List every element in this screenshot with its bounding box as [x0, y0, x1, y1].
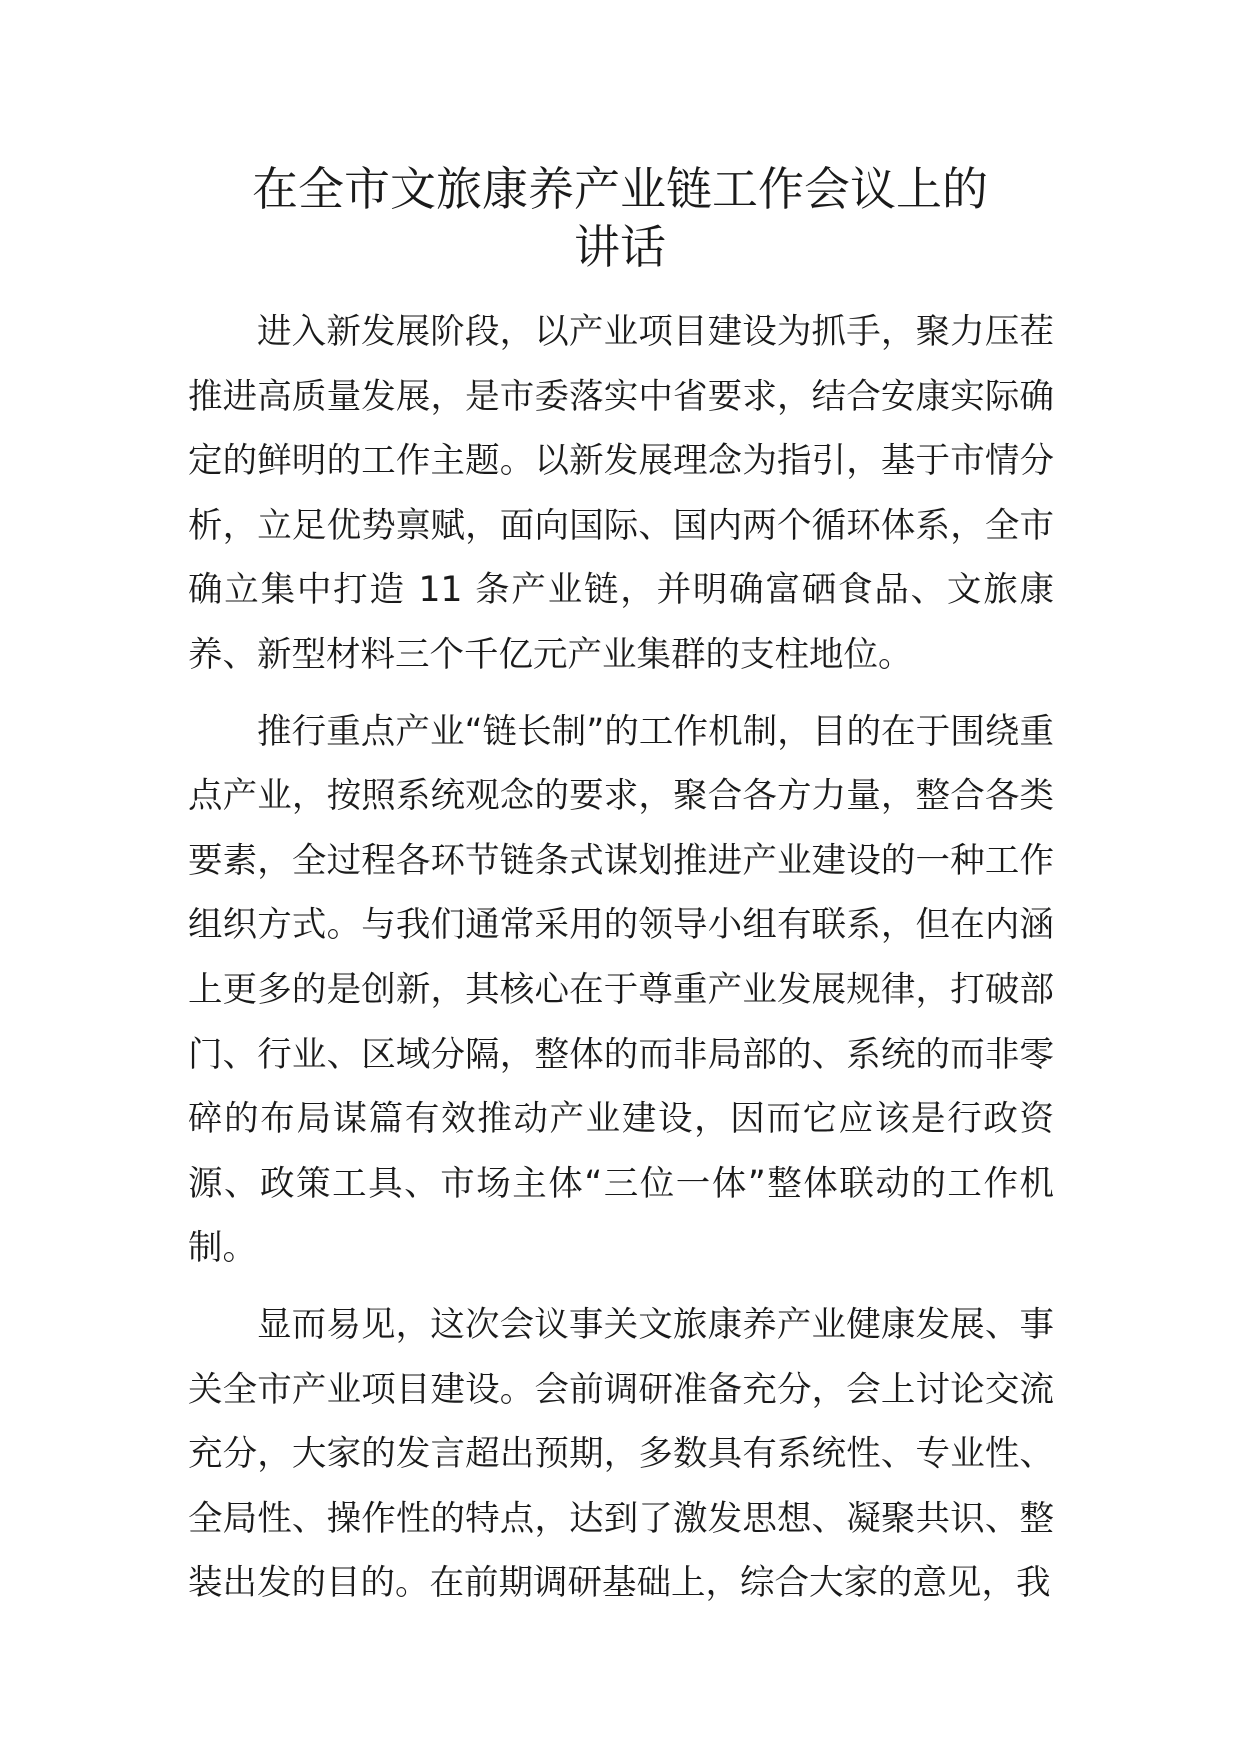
document-body	[188, 300, 1054, 1628]
document-title-line-2: 讲话	[574, 220, 666, 274]
paragraph-1: 进入新发展阶段，以产业项目建设为抓手，聚力压茬推进高质量发展，是市委落实中省要求，结合安康实际确定的鲜明的工作主题。以新发展理念为指引，基于市情分析，立足优势禀赋，面向国际、国内两个循环体系，全市确立集中打造 11 条产业链，并明确富硒食品、文旅康养、新型材料三个千亿元产业集群的支柱地位。	[188, 312, 1054, 675]
paragraph-2: 推行重点产业“链长制”的工作机制，目的在于围绕重点产业，按照系统观念的要求，聚合各方力量，整合各类要素，全过程各环节链条式谋划推进产业建设的一种工作组织方式。与我们通常采用的领导小组有联系，但在内涵上更多的是创新，其核心在于尊重产业发展规律，打破部门、行业、区域分隔，整体的而非局部的、系统的而非零碎的布局谋篇有效推动产业建设，因而它应该是行政资源、政策工具、市场主体“三位一体”整体联动的工作机制。	[188, 711, 1054, 1269]
paragraph-3: 显而易见，这次会议事关文旅康养产业健康发展、事关全市产业项目建设。会前调研准备充分，会上讨论交流充分，大家的发言超出预期，多数具有系统性、专业性、全局性、操作性的特点，达到了激发思想、凝聚共识、整装出发的目的。在前期调研基础上，综合大家的意见，我	[188, 1304, 1054, 1604]
document-title	[185, 160, 1055, 276]
document-title-line-1: 在全市文旅康养产业链工作会议上的	[252, 162, 988, 216]
